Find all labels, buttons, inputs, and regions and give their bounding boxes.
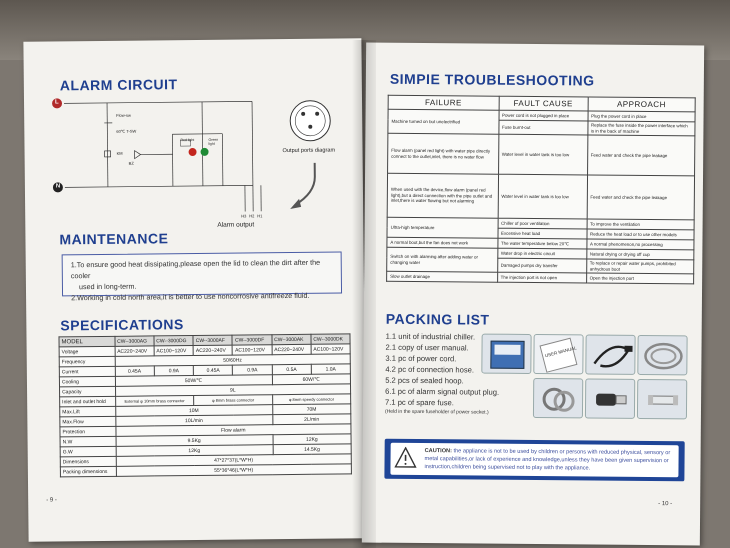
ts-cause: Water drop in electric circuit xyxy=(497,248,586,259)
ts-failure: Flow alarm (panel red light) with water pipe directly connect to the outlet,inlet, there is no water flow xyxy=(388,133,499,174)
ts-cause: The water temperature below 20℃ xyxy=(497,238,586,249)
spec-label: Max.Flow xyxy=(60,416,116,427)
bz-label: BZ xyxy=(128,160,134,166)
h2-label: H2 xyxy=(249,213,255,219)
spare-fuse-photo xyxy=(637,379,687,419)
spec-cell: 60W/℃ xyxy=(272,374,350,385)
ts-cause: Water level in water tank is too low xyxy=(498,134,587,175)
spec-cell: 70M xyxy=(272,404,350,415)
spec-h-ag: CW--3000AG xyxy=(115,336,154,346)
ts-failure: Ultra-high temperature xyxy=(387,217,498,238)
ts-failure: Slow outlet drainage xyxy=(387,271,498,282)
spec-cell: 0.45A xyxy=(115,366,154,376)
maintenance-line-3: 2.Working in cold north area,it is better to use noncorrosive antifreeze fluid. xyxy=(71,290,310,303)
ts-failure: Switch on with alarming after adding water or changing water xyxy=(387,247,498,272)
page-number-right: - 10 - xyxy=(658,501,673,508)
manual-label: USER MANUAL xyxy=(544,345,578,359)
spec-cell: 9L xyxy=(115,384,351,396)
maintenance-line-1: 1.To ensure good heat dissipating,please open the lid to clean the dirt after the cooler xyxy=(70,257,321,281)
ts-row xyxy=(387,271,694,284)
alarm-circuit-title: ALARM CIRCUIT xyxy=(59,76,178,94)
h1-label: H1 xyxy=(257,213,263,219)
caution-text-panel xyxy=(390,443,678,478)
spec-h-dg: CW--3000DG xyxy=(154,336,194,346)
spec-cell: AC100~120V xyxy=(233,345,272,355)
troubleshooting-title: SIMPIE TROUBLESHOOTING xyxy=(389,70,595,89)
page-number-left: - 9 - xyxy=(46,497,57,504)
maintenance-line-2: used in long-term. xyxy=(78,281,137,292)
spec-label: Max.Lift xyxy=(60,406,116,417)
green-light-label: Green light xyxy=(208,137,219,146)
spec-cell: 12Kg xyxy=(273,434,351,445)
packing-item: 2.1 copy of user manual. xyxy=(385,342,469,353)
neutral-n-label: N xyxy=(55,183,61,190)
ts-approach: Open the injection port xyxy=(586,273,694,284)
packing-item: 3.1 pc of power cord. xyxy=(385,353,457,364)
spec-cell: 2L/min xyxy=(272,414,350,425)
ts-cause: Fuse burnt-out xyxy=(498,120,587,135)
spec-label: Capacity xyxy=(60,386,116,397)
alarm-circuit-diagram xyxy=(52,93,283,225)
spec-label: Inlet and outlet hold xyxy=(60,396,116,407)
spec-row-packing xyxy=(60,464,351,477)
left-page xyxy=(23,38,366,542)
spec-cell: AC220~240V xyxy=(272,344,311,354)
troubleshooting-table-wrap xyxy=(386,95,696,285)
output-port-icon xyxy=(288,99,332,143)
spec-cell: 0.9A xyxy=(233,365,272,375)
spec-cell: φ 8mm brass connector xyxy=(194,395,272,406)
ports-diagram-caption: Output ports diagram xyxy=(282,147,336,155)
ts-approach: Replace the fuse inside the power interface which is in the back of machine xyxy=(587,121,695,136)
ts-h-failure: FAILURE xyxy=(388,95,499,110)
spec-cell: 0.45A xyxy=(194,365,233,375)
spec-label: Current xyxy=(59,366,115,377)
ts-approach: Plug the power cord in place xyxy=(588,111,696,122)
spec-cell: 50/60Hz xyxy=(115,354,351,366)
packing-list-title: PACKING LIST xyxy=(385,310,490,328)
caution-text: the appliance is not to be used by children or persons with reduced physical, sensory or metal capabilities,or lack of experience and knowledge,unless they have been given supervision or instruction,children being supervised not to play with the appliance. xyxy=(424,448,671,472)
spec-label: Frequency xyxy=(59,356,115,367)
spec-cell: External φ 10mm brass connector xyxy=(115,396,194,407)
ts-approach: To replace or repair water pumps, prohibited anhydrous boot xyxy=(586,259,694,274)
ts-approach: A normal phenomenon,no processing xyxy=(586,239,694,250)
troubleshooting-table xyxy=(386,95,696,285)
power-cord-photo xyxy=(585,334,635,374)
alarm-plug-photo xyxy=(585,378,635,418)
ts-cause: Power cord is not plugged in place xyxy=(499,110,588,121)
spec-cell: AC100~120V xyxy=(311,344,350,354)
spec-cell: 10M xyxy=(115,405,272,417)
spec-h-ak: CW--3000AK xyxy=(272,334,311,344)
spec-table-wrap xyxy=(58,333,351,477)
warning-triangle-icon xyxy=(394,447,416,469)
caution-box xyxy=(384,439,684,482)
spec-cell: AC220~240V xyxy=(193,345,232,355)
ts-cause: Water level in water tank is too low xyxy=(498,174,587,219)
spec-label: G.W xyxy=(60,446,116,457)
ts-approach: To improve the ventilation xyxy=(587,219,695,230)
spec-cell: 0.9A xyxy=(154,366,194,376)
ts-row xyxy=(387,173,694,220)
spec-h-af: CW--3000AF xyxy=(193,335,232,345)
km-label: KM xyxy=(116,150,123,156)
spec-cell: 10L/min xyxy=(115,415,272,427)
ts-failure: A normal boot,but the fan does not work xyxy=(387,237,498,248)
spec-cell: AC100~120V xyxy=(154,346,194,356)
ts-approach: Feed water and check the pipe leakage xyxy=(587,135,695,176)
hose-photo xyxy=(637,335,687,375)
packing-item: 5.2 pcs of sealed hoop. xyxy=(385,375,464,386)
packing-item: 6.1 pc of alarm signal output plug. xyxy=(385,386,500,397)
spec-cell: 14.5Kg xyxy=(273,444,351,455)
pointer-arrow-icon xyxy=(287,163,328,213)
ts-cause: Chiller of poor ventilation xyxy=(498,218,587,229)
temp-sw-label: 60℃ T-SW xyxy=(116,128,137,134)
ts-approach: Feed water and check the pipe leakage xyxy=(587,175,695,220)
spec-cell: 1.0A xyxy=(311,364,350,374)
phase-l-label: L xyxy=(54,99,59,106)
packing-note: (Held in the spare fuseholder of power socket.) xyxy=(384,408,489,416)
spec-cell: AC220~240V xyxy=(115,346,154,356)
h3-label: H3 xyxy=(241,213,247,219)
spec-cell: 47*27*37(L*W*H) xyxy=(116,454,352,466)
ts-approach: Reduce the heat load or to use other models xyxy=(587,229,695,240)
spec-cell: 12Kg xyxy=(116,445,273,457)
ts-h-approach: APPROACH xyxy=(588,97,696,112)
ts-cause: The injection port is not open xyxy=(497,272,586,283)
spec-h-dk: CW--3000DK xyxy=(311,334,350,344)
spec-label: Protection xyxy=(60,426,116,437)
maintenance-title: MAINTENANCE xyxy=(59,230,169,248)
spec-cell: φ 8mm speedy connector xyxy=(272,394,350,405)
spec-cell: 55*36*46(L*W*H) xyxy=(116,464,352,476)
spec-h-model: MODEL xyxy=(59,336,115,347)
spec-cell: 0.5A xyxy=(272,364,311,374)
alarm-output-label: Alarm output xyxy=(217,221,255,229)
red-light-label: Red light xyxy=(180,137,195,143)
sealed-hoop-photo xyxy=(533,378,583,418)
ts-approach: Natural drying or drying off cup xyxy=(586,249,694,260)
ts-failure: When used with the device,flow alarm (panel red light),but a direct connection with the pipe outlet and inlet,there is water flowing but not alarming xyxy=(387,173,498,218)
spec-table xyxy=(58,333,351,477)
chiller-photo xyxy=(481,334,531,374)
ts-cause: Damaged pumps dry transfer xyxy=(497,258,586,273)
spec-label: Dimensions xyxy=(60,456,116,467)
specifications-title: SPECIFICATIONS xyxy=(60,316,184,334)
ts-h-cause: FAULT CAUSE xyxy=(499,96,588,111)
ts-cause: Excessive heat load xyxy=(498,228,587,239)
spec-label: Cooling xyxy=(59,376,115,387)
caution-label: CAUTION: xyxy=(424,448,452,455)
ts-row xyxy=(388,133,695,176)
spec-label: Voltage xyxy=(59,346,115,357)
user-manual-photo xyxy=(533,334,583,374)
packing-item: 7.1 pc of spare fuse. xyxy=(385,397,454,408)
spec-cell: 50W/℃ xyxy=(115,375,272,387)
flow-sw-label: Flow-sw xyxy=(116,112,131,118)
ts-failure: Machine turned on but unelectrified xyxy=(388,109,499,134)
spec-cell: 9.5Kg xyxy=(116,435,273,447)
spec-label: Packing dimensions xyxy=(60,466,116,477)
spec-h-df: CW--3000DF xyxy=(232,335,271,345)
maintenance-box xyxy=(62,251,342,303)
right-page xyxy=(362,43,704,546)
spec-label: N.W xyxy=(60,436,116,447)
spec-cell: Flow alarm xyxy=(115,424,351,436)
packing-item: 1.1 unit of industrial chiller. xyxy=(385,331,476,342)
packing-item: 4.2 pc of connection hose. xyxy=(385,364,475,375)
